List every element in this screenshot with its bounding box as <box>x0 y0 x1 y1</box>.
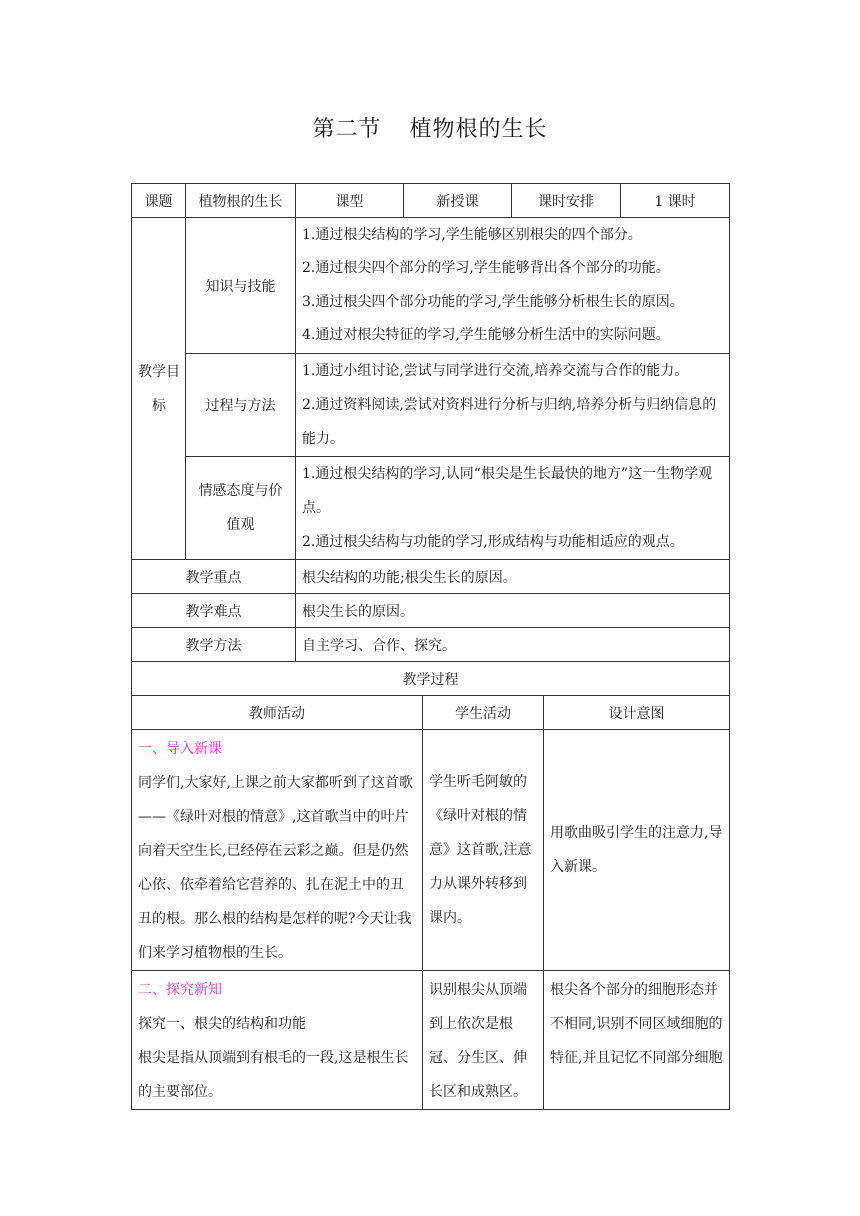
teacher-subheading: 探究一、根尖的结构和功能 <box>138 1016 306 1032</box>
objective-item: 3.通过根尖四个部分功能的学习,学生能够分析根生长的原因。 <box>302 293 684 310</box>
objective-row-attitude <box>132 457 730 560</box>
column-header-design: 设计意图 <box>544 696 730 730</box>
process-row <box>132 971 730 1110</box>
process-header-row <box>132 696 730 730</box>
key-point-row <box>132 560 730 594</box>
type-value: 新授课 <box>404 184 512 218</box>
difficulty-value: 根尖生长的原因。 <box>296 594 730 628</box>
objective-item: 2.通过根尖结构与功能的学习,形成结构与功能相适应的观点。 <box>302 534 684 550</box>
topic-value: 植物根的生长 <box>186 184 296 218</box>
student-activity: 学生听毛阿敏的《绿叶对根的情意》这首歌,注意力从课外转移到课内。 <box>423 730 544 971</box>
objective-row-process <box>132 354 730 457</box>
objective-row-knowledge <box>132 218 730 354</box>
process-title-row <box>132 662 730 696</box>
objective-item: 2.通过资料阅读,尝试对资料进行分析与归纳,培养分析与归纳信息的能力。 <box>302 397 717 447</box>
section-heading: 二、探究新知 <box>138 982 222 998</box>
section-number: 第二节 <box>312 117 382 142</box>
objective-item: 1.通过小组讨论,尝试与同学进行交流,培养交流与合作的能力。 <box>302 363 689 379</box>
process-row <box>132 730 730 971</box>
difficulty-label: 教学难点 <box>132 594 296 628</box>
topic-label: 课题 <box>132 184 186 218</box>
teacher-text: 根尖是指从顶端到有根毛的一段,这是根生长的主要部位。 <box>138 1050 409 1100</box>
section-heading: 一、导入新课 <box>138 741 222 757</box>
teacher-text: 同学们,大家好,上课之前大家都听到了这首歌——《绿叶对根的情意》,这首歌当中的叶片向着天空生长,已经停在云彩之巅。但是仍然心依、依牵着给它营养的、扎在泥土中的丑丑的根。那么根的结构是怎样的呢?今天让我们来学习植物根的生长。 <box>138 775 413 961</box>
method-row <box>132 628 730 662</box>
page-title <box>0 112 860 143</box>
objective-item: 1.通过根尖结构的学习,学生能够区别根尖的四个部分。 <box>302 226 642 243</box>
schedule-label: 课时安排 <box>512 184 621 218</box>
objective-items <box>296 354 730 457</box>
objective-group-label: 情感态度与价值观 <box>186 457 296 560</box>
header-row <box>132 184 730 218</box>
difficulty-row <box>132 594 730 628</box>
student-activity: 识别根尖从顶端到上依次是根冠、分生区、伸长区和成熟区。 <box>423 971 544 1110</box>
objective-item: 1.通过根尖结构的学习,认同“根尖是生长最快的地方”这一生物学观点。 <box>302 466 713 516</box>
teacher-activity <box>132 971 423 1110</box>
objectives-label: 教学目标 <box>132 218 186 560</box>
objective-items <box>296 218 730 354</box>
column-header-teacher: 教师活动 <box>132 696 423 730</box>
key-point-label: 教学重点 <box>132 560 296 594</box>
design-intent: 根尖各个部分的细胞形态并不相同,识别不同区域细胞的特征,并且记忆不同部分细胞 <box>544 971 730 1110</box>
objective-item: 2.通过根尖四个部分的学习,学生能够背出各个部分的功能。 <box>302 260 670 276</box>
teacher-activity <box>132 730 423 971</box>
objective-item: 4.通过对根尖特征的学习,学生能够分析生活中的实际问题。 <box>302 327 670 343</box>
lesson-plan-table <box>131 183 730 1110</box>
process-title: 教学过程 <box>132 662 730 696</box>
method-label: 教学方法 <box>132 628 296 662</box>
objective-items <box>296 457 730 560</box>
objective-group-label: 知识与技能 <box>186 218 296 354</box>
lesson-name: 植物根的生长 <box>409 117 548 142</box>
schedule-value: 1 课时 <box>621 184 730 218</box>
type-label: 课型 <box>296 184 404 218</box>
objective-group-label: 过程与方法 <box>186 354 296 457</box>
design-intent: 用歌曲吸引学生的注意力,导入新课。 <box>544 730 730 971</box>
column-header-student: 学生活动 <box>423 696 544 730</box>
key-point-value: 根尖结构的功能;根尖生长的原因。 <box>296 560 730 594</box>
method-value: 自主学习、合作、探究。 <box>296 628 730 662</box>
